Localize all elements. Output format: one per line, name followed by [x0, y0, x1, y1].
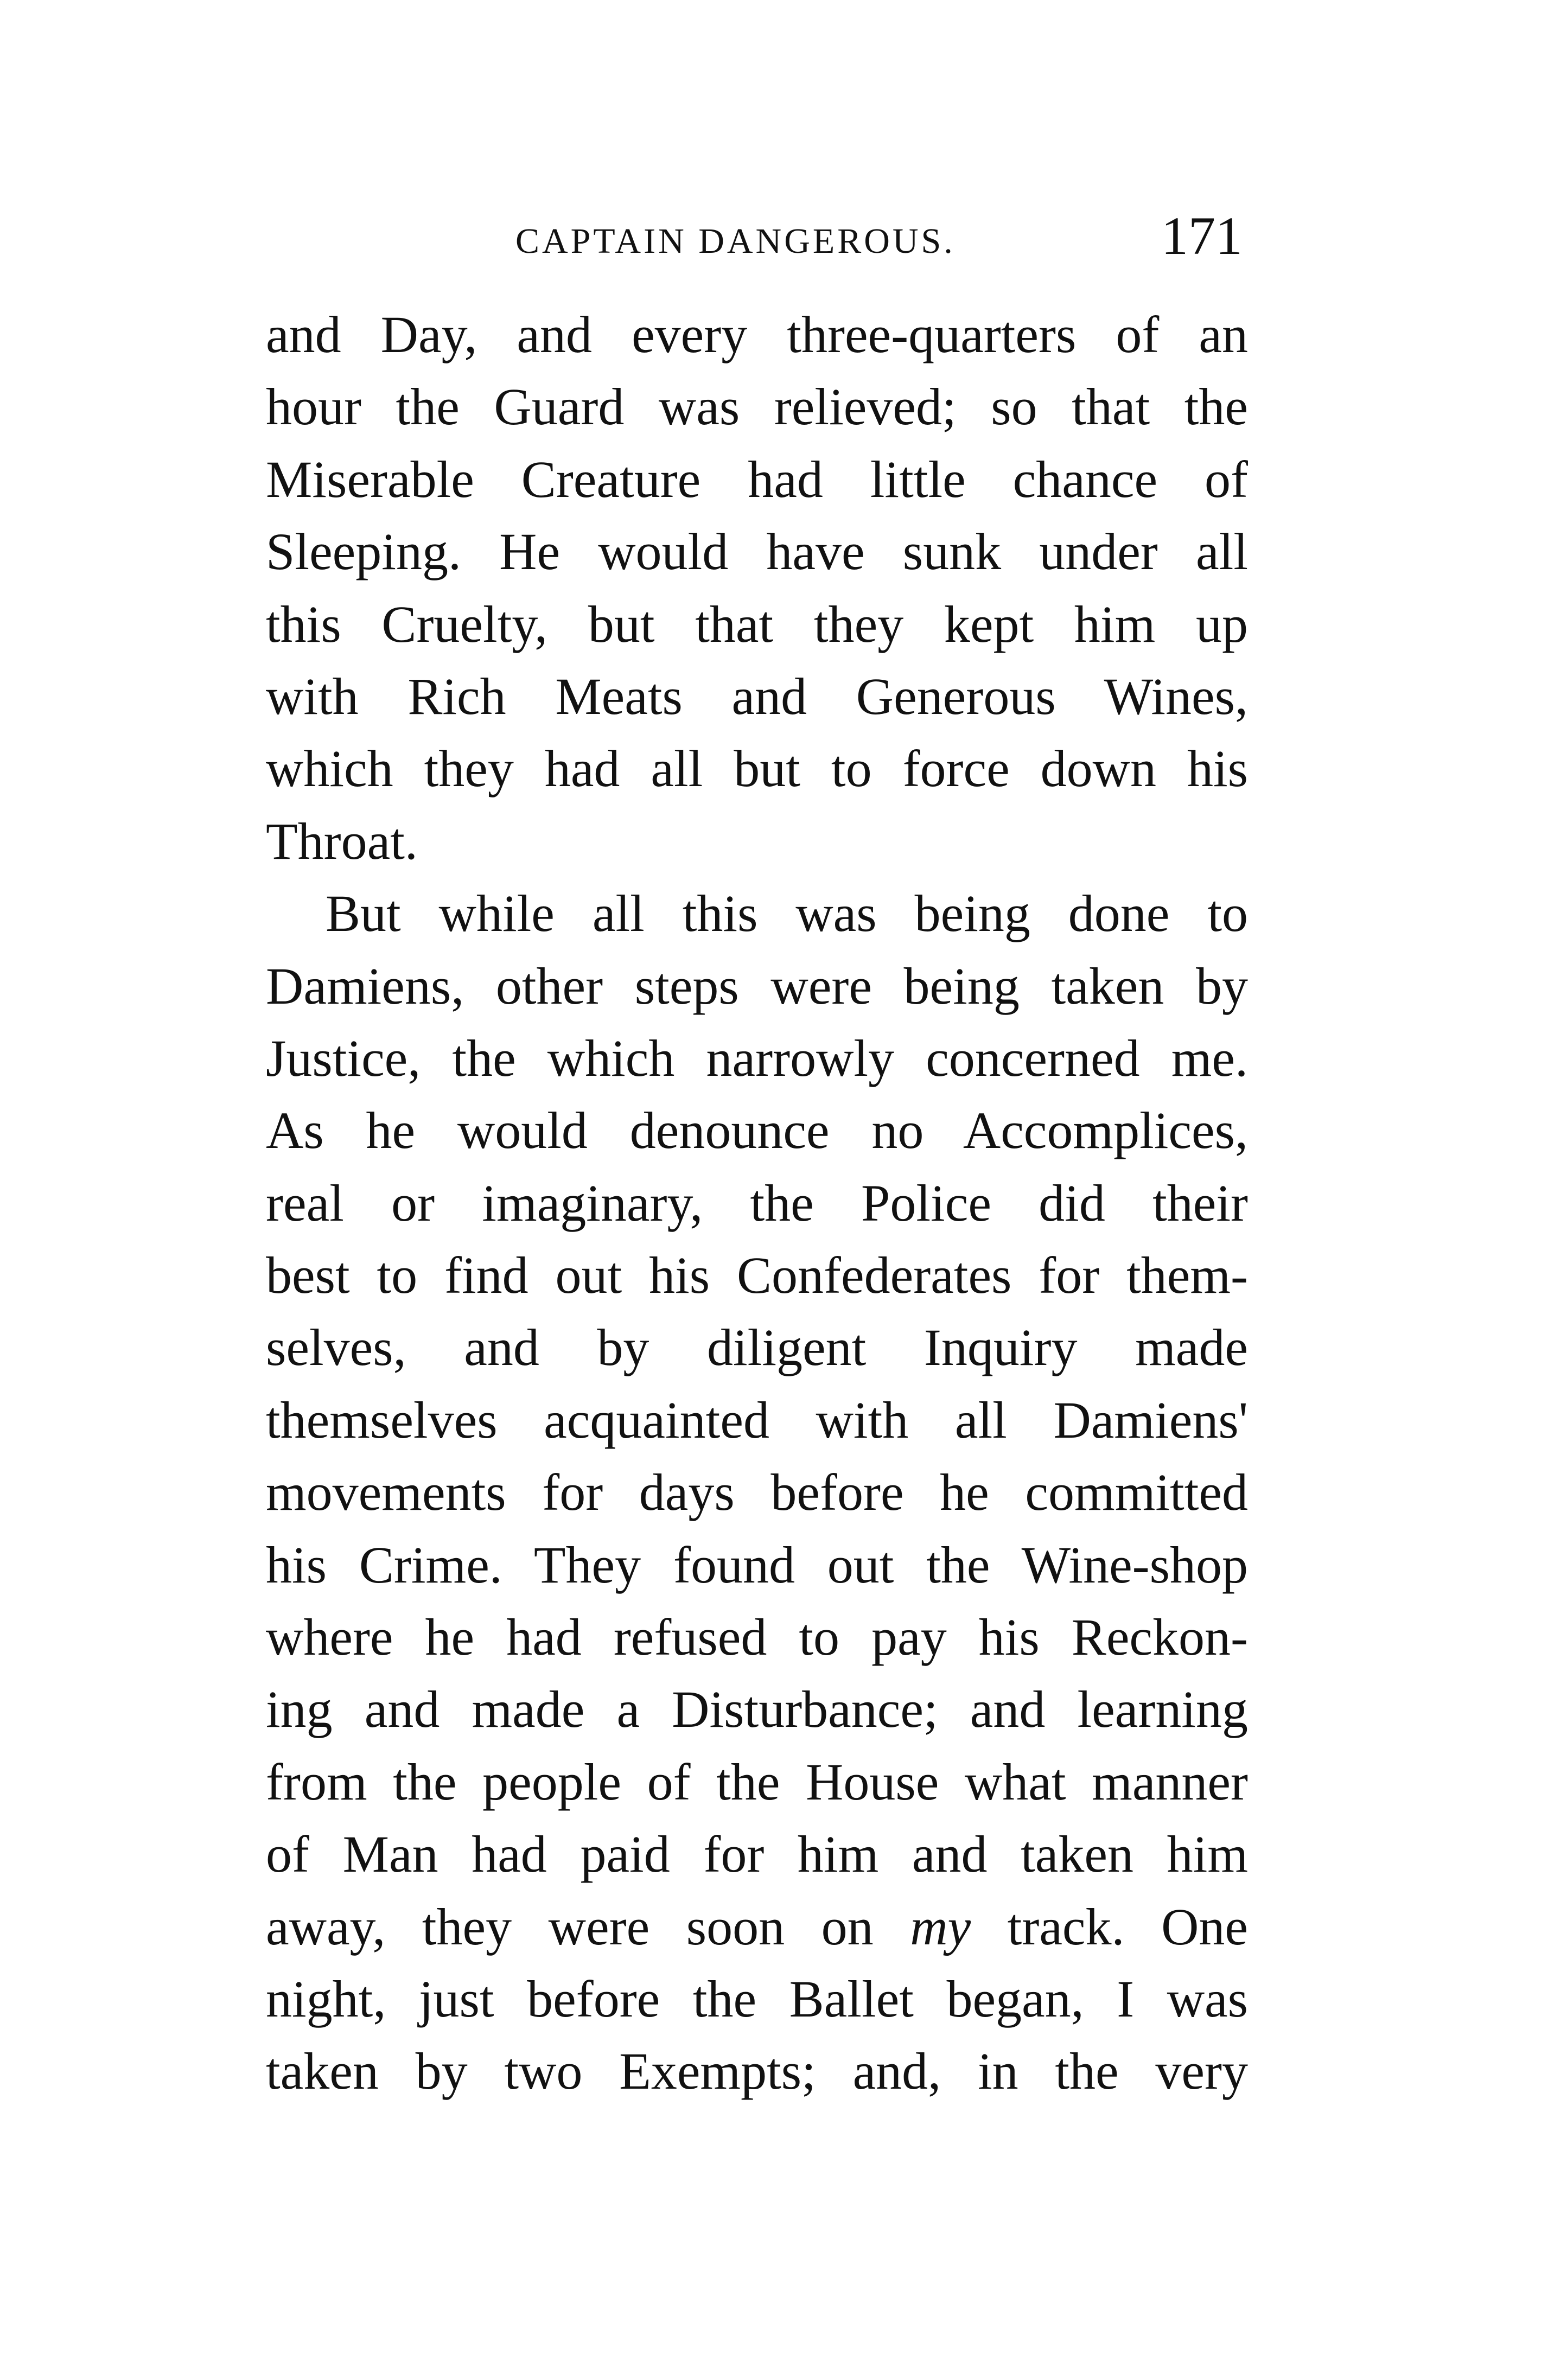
text-line: best to find out his Confederates for them-: [266, 1246, 1248, 1305]
text-line: of Man had paid for him and taken him: [266, 1825, 1248, 1884]
text-line: which they had all but to force down his: [266, 739, 1248, 798]
text-line: movements for days before he committed: [266, 1463, 1248, 1522]
paragraph-1: [266, 298, 1248, 877]
page-header: [266, 206, 1243, 271]
text-line: with Rich Meats and Generous Wines,: [266, 667, 1248, 725]
page-number: 171: [1161, 206, 1243, 266]
text-segment: away, they were soon on: [266, 1897, 874, 1956]
body-text: [266, 298, 1248, 2108]
text-line-with-italic: [266, 1891, 1248, 1963]
text-line: Throat.: [266, 812, 418, 870]
text-line: hour the Guard was relieved; so that the: [266, 378, 1248, 436]
text-line: ing and made a Disturbance; and learning: [266, 1680, 1248, 1739]
text-line: But while all this was being done to: [326, 884, 1248, 943]
paragraph-2: [266, 877, 1248, 2108]
text-line: his Crime. They found out the Wine-shop: [266, 1535, 1248, 1594]
text-line: As he would denounce no Accomplices,: [266, 1101, 1248, 1160]
text-line: from the people of the House what manner: [266, 1752, 1248, 1811]
italic-word: my: [910, 1897, 971, 1956]
text-line: where he had refused to pay his Reckon-: [266, 1608, 1248, 1667]
text-line: real or imaginary, the Police did their: [266, 1173, 1248, 1232]
text-line: themselves acquainted with all Damiens': [266, 1390, 1248, 1449]
text-line: Miserable Creature had little chance of: [266, 450, 1248, 508]
text-line: Justice, the which narrowly concerned me.: [266, 1029, 1248, 1087]
text-line: taken by two Exempts; and, in the very: [266, 2042, 1248, 2101]
text-line: Damiens, other steps were being taken by: [266, 956, 1248, 1015]
text-line: Sleeping. He would have sunk under all: [266, 522, 1248, 581]
text-line: night, just before the Ballet began, I was: [266, 1969, 1248, 2028]
running-head: CAPTAIN DANGEROUS.: [515, 221, 956, 261]
text-line: and Day, and every three-quarters of an: [266, 305, 1248, 363]
text-segment: track. One: [1007, 1897, 1249, 1956]
text-line: selves, and by diligent Inquiry made: [266, 1318, 1248, 1377]
text-line: this Cruelty, but that they kept him up: [266, 595, 1248, 653]
